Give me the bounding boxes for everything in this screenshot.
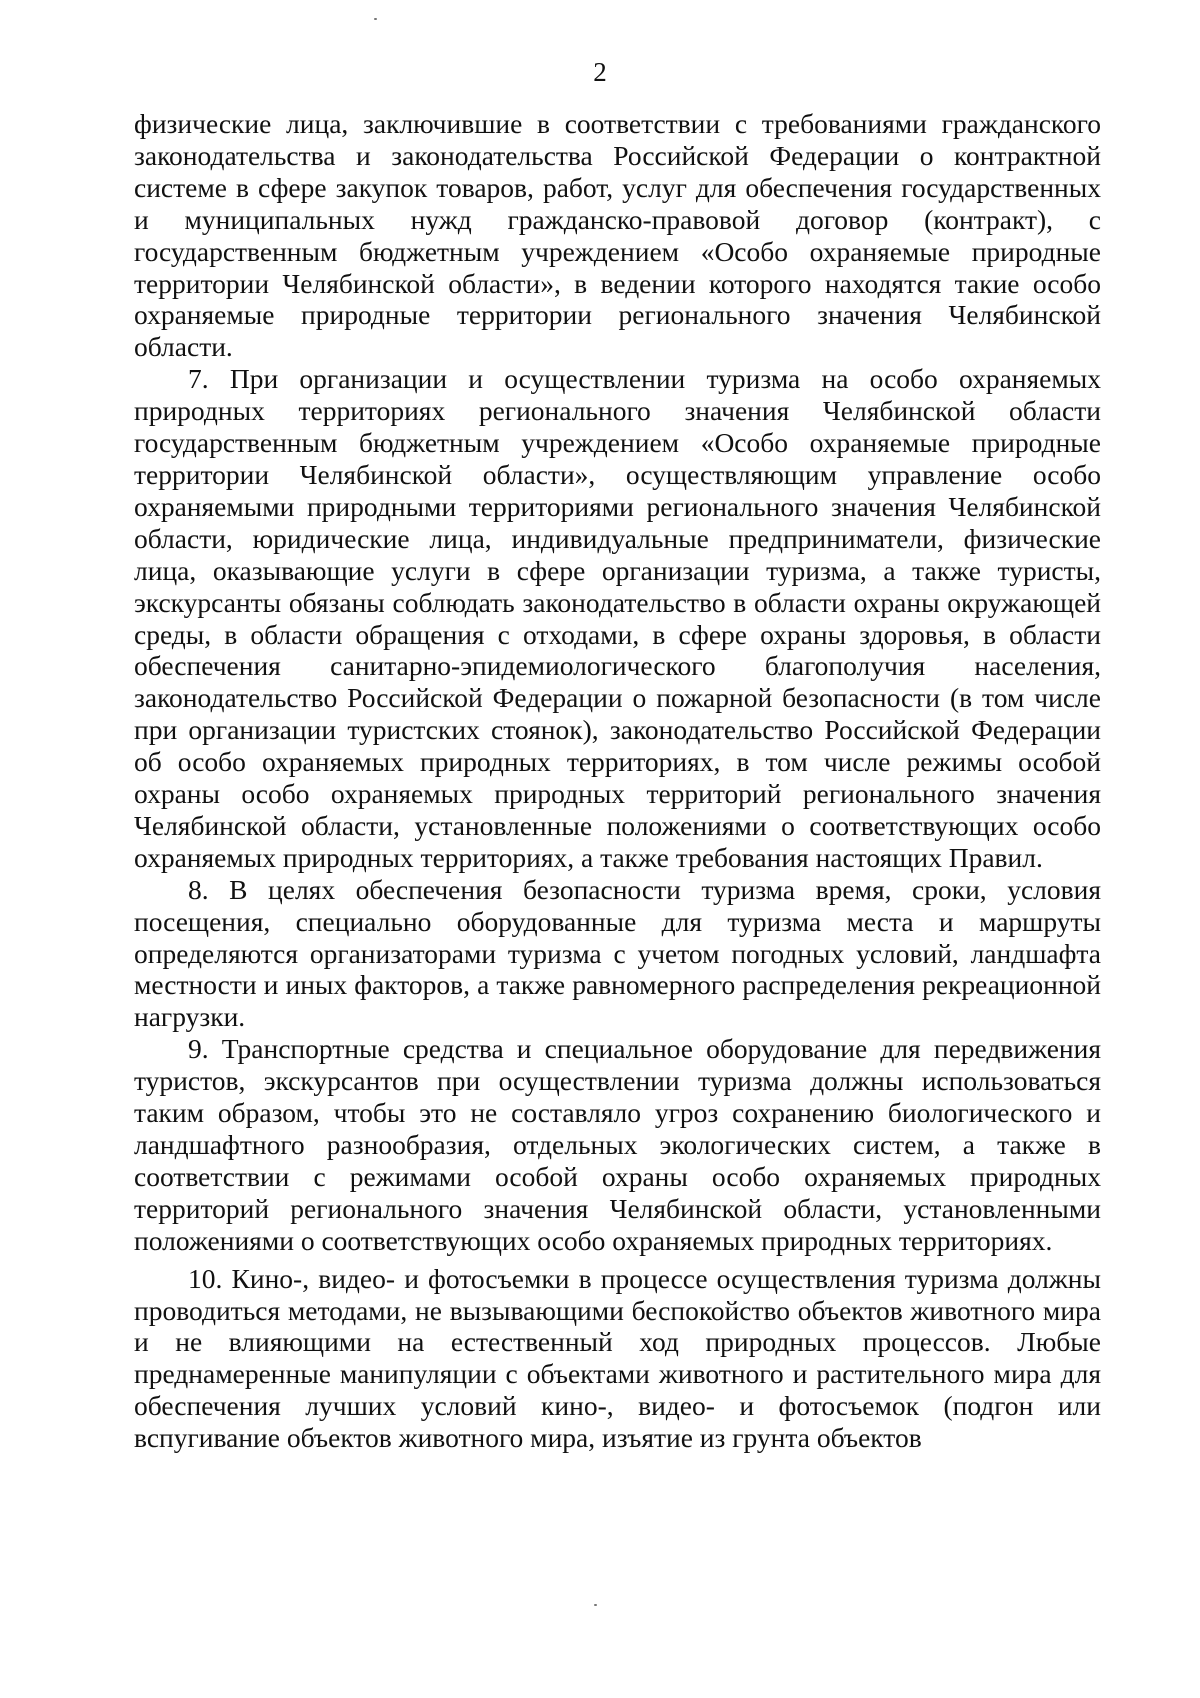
paragraph-item-7: 7. При организации и осуществлении туризма на особо охраняемых природных территориях регионального значения Челябинской области государственным бюджетным учреждением «Особо охраняемые природные территории Челябинской области», осуществляющим управление особо охраняемыми природными территориями регионального значения Челябинской области, юридические лица, индивидуальные предприниматели, физические лица, оказывающие услуги в сфере организации туризма, а также туристы, экскурсанты обязаны соблюдать законодательство в области охраны окружающей среды, в области обращения с отходами, в сфере охраны здоровья, в области обеспечения санитарно-эпидемиологического благополучия населения, законодательство Российской Федерации о пожарной безопасности (в том числе при организации туристских стоянок), законодательство Российской Федерации об особо охраняемых природных территориях, в том числе режимы особой охраны особо охраняемых природных территорий регионального значения Челябинской области, установленные положениями о соответствующих особо охраняемых природных территориях, а также требования настоящих Правил. [134, 363, 1101, 873]
scan-speck [594, 1604, 597, 1606]
paragraph-item-10: 10. Кино-, видео- и фотосъемки в процессе осуществления туризма должны проводиться методами, не вызывающими беспокойство объектов животного мира и не влияющими на естественный ход природных процессов. Любые преднамеренные манипуляции с объектами животного и растительного мира для обеспечения лучших условий кино-, видео- и фотосъемок (подгон или вспугивание объектов животного мира, изъятие из грунта объектов [134, 1262, 1101, 1454]
page-number: 2 [593, 57, 607, 87]
paragraph-continuation: физические лица, заключившие в соответствии с требованиями гражданского законодательства и законодательства Российской Федерации о контрактной системе в сфере закупок товаров, работ, услуг для обеспечения государственных и муниципальных нужд гражданско-правовой договор (контракт), с государственным бюджетным учреждением «Особо охраняемые природные территории Челябинской области», в ведении которого находятся такие особо охраняемые природные территории регионального значения Челябинской области. [134, 108, 1101, 363]
paragraph-item-9: 9. Транспортные средства и специальное оборудование для передвижения туристов, экскурсантов при осуществлении туризма должны использоваться таким образом, чтобы это не составляло угроз сохранению биологического и ландшафтного разнообразия, отдельных экологических систем, а также в соответствии с режимами особой охраны особо охраняемых природных территорий регионального значения Челябинской области, установленными положениями о соответствующих особо охраняемых природных территориях. [134, 1033, 1101, 1256]
paragraph-item-8: 8. В целях обеспечения безопасности туризма время, сроки, условия посещения, специально оборудованные для туризма места и маршруты определяются организаторами туризма с учетом погодных условий, ландшафта местности и иных факторов, а также равномерного распределения рекреационной нагрузки. [134, 873, 1101, 1033]
scan-speck [374, 18, 377, 20]
document-body [134, 108, 1101, 1454]
